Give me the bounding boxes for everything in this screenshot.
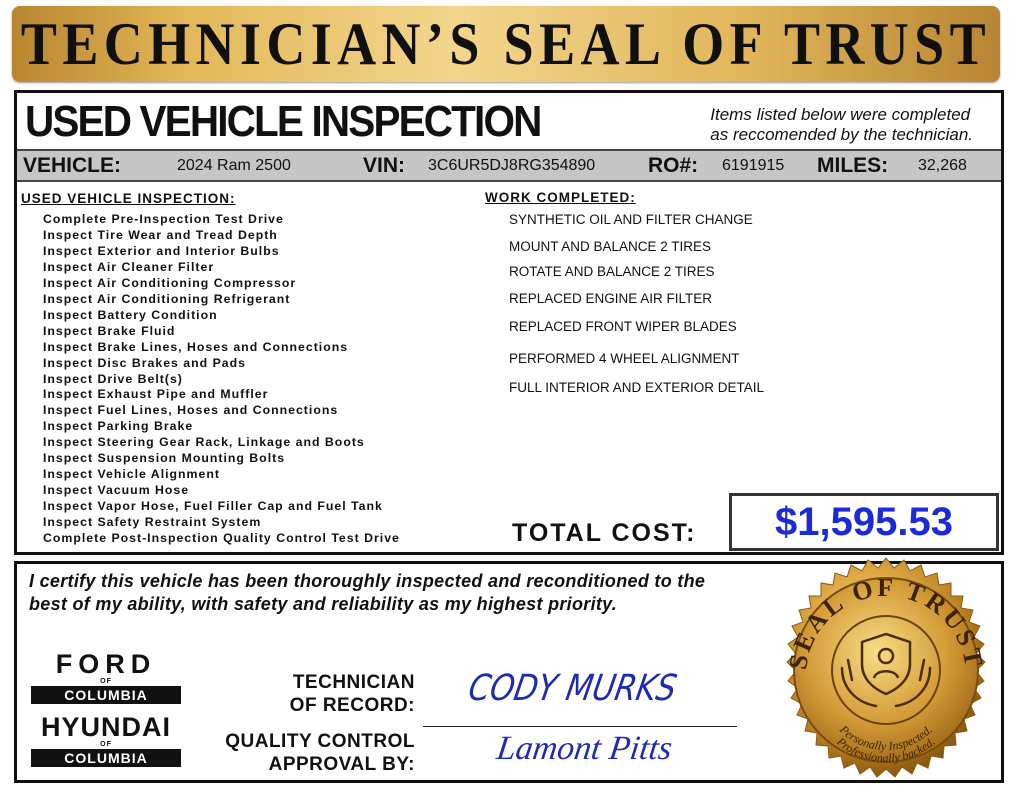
- checklist-item: Inspect Tire Wear and Tread Depth: [43, 227, 278, 242]
- checklist-item: Inspect Air Conditioning Refrigerant: [43, 291, 291, 306]
- seal-bottom-text-2: Professionally backed.: [834, 734, 938, 766]
- checklist-item: Complete Pre-Inspection Test Drive: [43, 212, 284, 226]
- total-cost-box: [729, 493, 999, 551]
- checklist-item: Inspect Battery Condition: [43, 307, 218, 322]
- checklist-item: Inspect Safety Restraint System: [43, 515, 262, 530]
- ford-logo-of: OF: [100, 678, 112, 685]
- technician-signature: CODY MURKS: [465, 668, 680, 709]
- checklist-item: Inspect Brake Lines, Hoses and Connections: [43, 339, 349, 354]
- checklist-heading: USED VEHICLE INSPECTION:: [21, 191, 236, 206]
- vehicle-value: 2024 Ram 2500: [177, 157, 291, 174]
- work-item: MOUNT AND BALANCE 2 TIRES: [509, 239, 712, 254]
- total-cost-value: $1,595.53: [775, 499, 953, 544]
- banner-title: TECHNICIAN’S SEAL OF TRUST: [20, 10, 992, 77]
- seal-top-text: SEAL OF TRUST: [783, 572, 990, 672]
- inspection-checklist: [43, 212, 400, 547]
- ro-value: 6191915: [722, 157, 785, 174]
- vehicle-info-bar: [17, 149, 1001, 182]
- checklist-item: Inspect Air Cleaner Filter: [43, 259, 215, 274]
- ford-logo-name: FORD: [55, 649, 157, 679]
- qc-label-line-1: QUALITY CONTROL: [225, 731, 415, 752]
- qc-signature: Lamont Pitts: [494, 730, 675, 767]
- qc-label: [203, 730, 415, 776]
- hyundai-logo-name: HYUNDAI: [40, 712, 171, 742]
- total-cost-label: TOTAL COST:: [512, 519, 697, 547]
- checklist-item: Inspect Fuel Lines, Hoses and Connections: [43, 403, 339, 418]
- note-line-1: Items listed below were completed: [710, 105, 971, 124]
- seal-of-trust-badge: [768, 556, 1004, 792]
- technician-label-line-2: OF RECORD:: [289, 695, 415, 716]
- header-banner: [12, 6, 1000, 82]
- note-line-2: as reccomended by the technician.: [710, 125, 973, 144]
- checklist-item: Inspect Vehicle Alignment: [43, 467, 220, 482]
- hyundai-columbia-logo: [31, 713, 181, 767]
- miles-value: 32,268: [918, 157, 967, 174]
- miles-label: MILES:: [817, 154, 889, 177]
- checklist-item: Inspect Exterior and Interior Bulbs: [43, 243, 280, 258]
- hyundai-logo-city: COLUMBIA: [31, 749, 181, 767]
- qc-label-line-2: APPROVAL BY:: [268, 754, 415, 775]
- seal-bottom-text-1: Personally Inspected.: [837, 722, 935, 754]
- vin-label: VIN:: [363, 154, 405, 177]
- checklist-item: Inspect Parking Brake: [43, 419, 194, 434]
- inspection-title: USED VEHICLE INSPECTION: [25, 97, 541, 146]
- work-completed-heading: WORK COMPLETED:: [485, 190, 636, 205]
- hyundai-logo-of: OF: [100, 741, 112, 748]
- work-item: ROTATE AND BALANCE 2 TIRES: [509, 264, 715, 279]
- work-item: REPLACED ENGINE AIR FILTER: [509, 291, 713, 306]
- signature-divider: [423, 726, 737, 727]
- vehicle-label: VEHICLE:: [23, 154, 122, 177]
- ro-label: RO#:: [648, 154, 699, 177]
- work-item: PERFORMED 4 WHEEL ALIGNMENT: [509, 351, 740, 366]
- checklist-item: Inspect Disc Brakes and Pads: [43, 355, 246, 370]
- work-item: SYNTHETIC OIL AND FILTER CHANGE: [509, 212, 753, 227]
- checklist-item: Inspect Exhaust Pipe and Muffler: [43, 387, 269, 402]
- inspection-note: [710, 105, 973, 145]
- checklist-item: Inspect Vacuum Hose: [43, 483, 190, 498]
- checklist-item: Inspect Suspension Mounting Bolts: [43, 451, 286, 466]
- checklist-item: Inspect Drive Belt(s): [43, 371, 183, 386]
- technician-label-line-1: TECHNICIAN: [292, 672, 415, 693]
- inspection-box: [14, 90, 1004, 555]
- vin-value: 3C6UR5DJ8RG354890: [428, 157, 596, 174]
- certification-statement: I certify this vehicle has been thoroughly inspected and reconditioned to the best of my ability, with safety and reliability as my highest priority.: [29, 571, 706, 614]
- checklist-item: Inspect Air Conditioning Compressor: [43, 275, 297, 290]
- work-item: FULL INTERIOR AND EXTERIOR DETAIL: [509, 380, 765, 395]
- ford-logo-city: COLUMBIA: [31, 686, 181, 704]
- checklist-item: Inspect Brake Fluid: [43, 323, 176, 338]
- checklist-item: Complete Post-Inspection Quality Control Test Drive: [43, 531, 400, 546]
- technician-label: [263, 671, 415, 717]
- checklist-item: Inspect Vapor Hose, Fuel Filler Cap and Fuel Tank: [43, 499, 383, 514]
- checklist-item: Inspect Steering Gear Rack, Linkage and Boots: [43, 435, 365, 450]
- work-item: REPLACED FRONT WIPER BLADES: [509, 319, 737, 334]
- ford-columbia-logo: [31, 650, 181, 704]
